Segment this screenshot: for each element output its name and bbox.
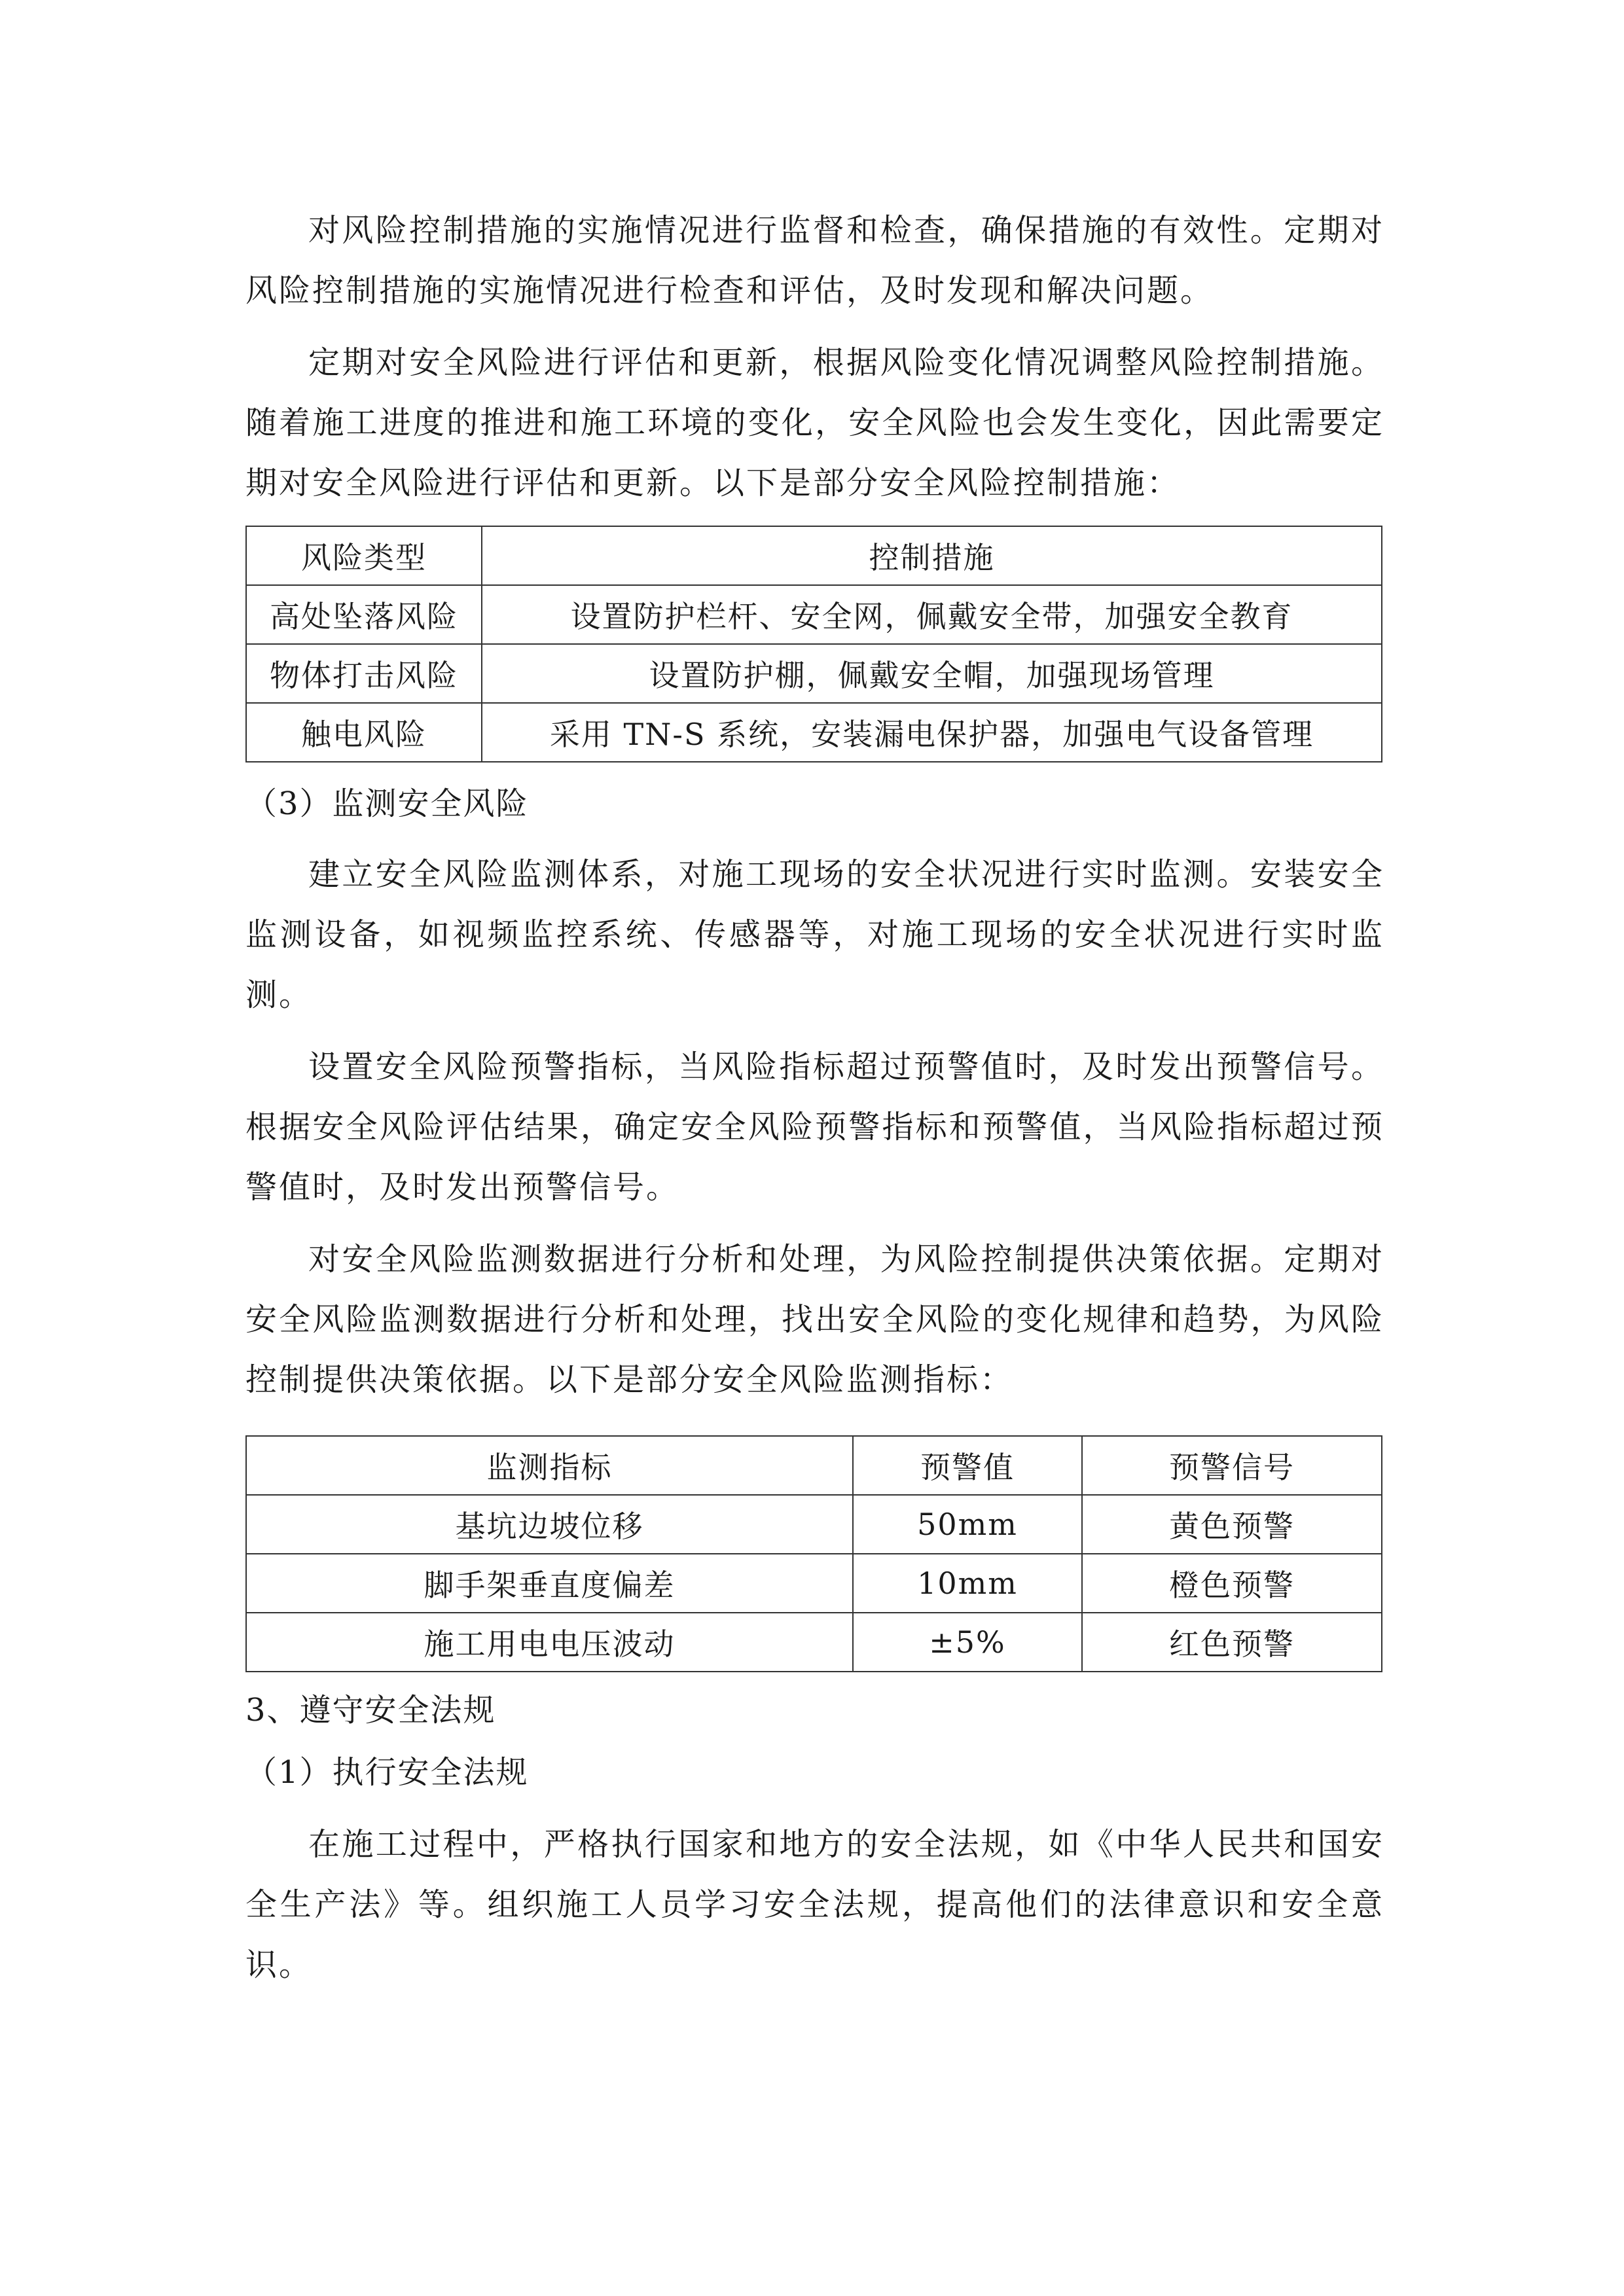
header-control-measures: 控制措施 — [482, 526, 1382, 585]
paragraph-update: 定期对安全风险进行评估和更新，根据风险变化情况调整风险控制措施。随着施工进度的推进和施工环境的变化，安全风险也会发生变化，因此需要定期对安全风险进行评估和更新。以下是部分安全风险控制措施： — [245, 344, 1384, 501]
subsection-heading-execute: （1）执行安全法规 — [245, 1754, 529, 1791]
table-cell: 采用 TN-S 系统，安装漏电保护器，加强电气设备管理 — [482, 703, 1382, 762]
section-heading-monitor: （3）监测安全风险 — [245, 785, 529, 822]
table-cell: 设置防护栏杆、安全网，佩戴安全带，加强安全教育 — [482, 585, 1382, 644]
table-row — [246, 585, 1382, 644]
table-cell: 高处坠落风险 — [246, 585, 482, 644]
table-cell: 黄色预警 — [1082, 1495, 1382, 1554]
table-cell: 10mm — [853, 1554, 1082, 1613]
table-row — [246, 1554, 1382, 1613]
table-cell: 橙色预警 — [1082, 1554, 1382, 1613]
table-row — [246, 1495, 1382, 1554]
paragraph-group-risk-control — [245, 200, 1384, 513]
table-cell: 50mm — [853, 1495, 1082, 1554]
table-header-row — [246, 526, 1382, 585]
paragraph-group-monitoring — [245, 844, 1384, 1410]
table-cell: 脚手架垂直度偏差 — [246, 1554, 853, 1613]
table-row — [246, 1613, 1382, 1672]
table-cell: 触电风险 — [246, 703, 482, 762]
paragraph-warning-index: 设置安全风险预警指标，当风险指标超过预警值时，及时发出预警信号。根据安全风险评估结果，确定安全风险预警指标和预警值，当风险指标超过预警值时，及时发出预警信号。 — [245, 1049, 1384, 1206]
table-cell: ±5% — [853, 1613, 1082, 1672]
paragraph-monitor-system: 建立安全风险监测体系，对施工现场的安全状况进行实时监测。安装安全监测设备，如视频监控系统、传感器等，对施工现场的安全状况进行实时监测。 — [245, 856, 1384, 1013]
monitoring-index-table — [245, 1435, 1382, 1672]
paragraph-law-execution: 在施工过程中，严格执行国家和地方的安全法规，如《中华人民共和国安全生产法》等。组织施工人员学习安全法规，提高他们的法律意识和安全意识。 — [245, 1826, 1384, 1983]
table-cell: 红色预警 — [1082, 1613, 1382, 1672]
header-risk-type: 风险类型 — [246, 526, 482, 585]
paragraph-data-analysis: 对安全风险监测数据进行分析和处理，为风险控制提供决策依据。定期对安全风险监测数据进行分析和处理，找出安全风险的变化规律和趋势，为风险控制提供决策依据。以下是部分安全风险监测指标： — [245, 1241, 1384, 1398]
header-warning-value: 预警值 — [853, 1436, 1082, 1495]
table-cell: 物体打击风险 — [246, 644, 482, 703]
table-row — [246, 644, 1382, 703]
table-row — [246, 703, 1382, 762]
table-cell: 施工用电电压波动 — [246, 1613, 853, 1672]
table-header-row — [246, 1436, 1382, 1495]
header-monitor-index: 监测指标 — [246, 1436, 853, 1495]
section-heading-law: 3、遵守安全法规 — [245, 1692, 496, 1729]
table-cell: 基坑边坡位移 — [246, 1495, 853, 1554]
table-cell: 设置防护棚，佩戴安全帽，加强现场管理 — [482, 644, 1382, 703]
paragraph-group-law — [245, 1814, 1384, 1995]
paragraph-supervision: 对风险控制措施的实施情况进行监督和检查，确保措施的有效性。定期对风险控制措施的实施情况进行检查和评估，及时发现和解决问题。 — [245, 212, 1384, 309]
risk-control-table — [245, 526, 1382, 762]
header-warning-signal: 预警信号 — [1082, 1436, 1382, 1495]
